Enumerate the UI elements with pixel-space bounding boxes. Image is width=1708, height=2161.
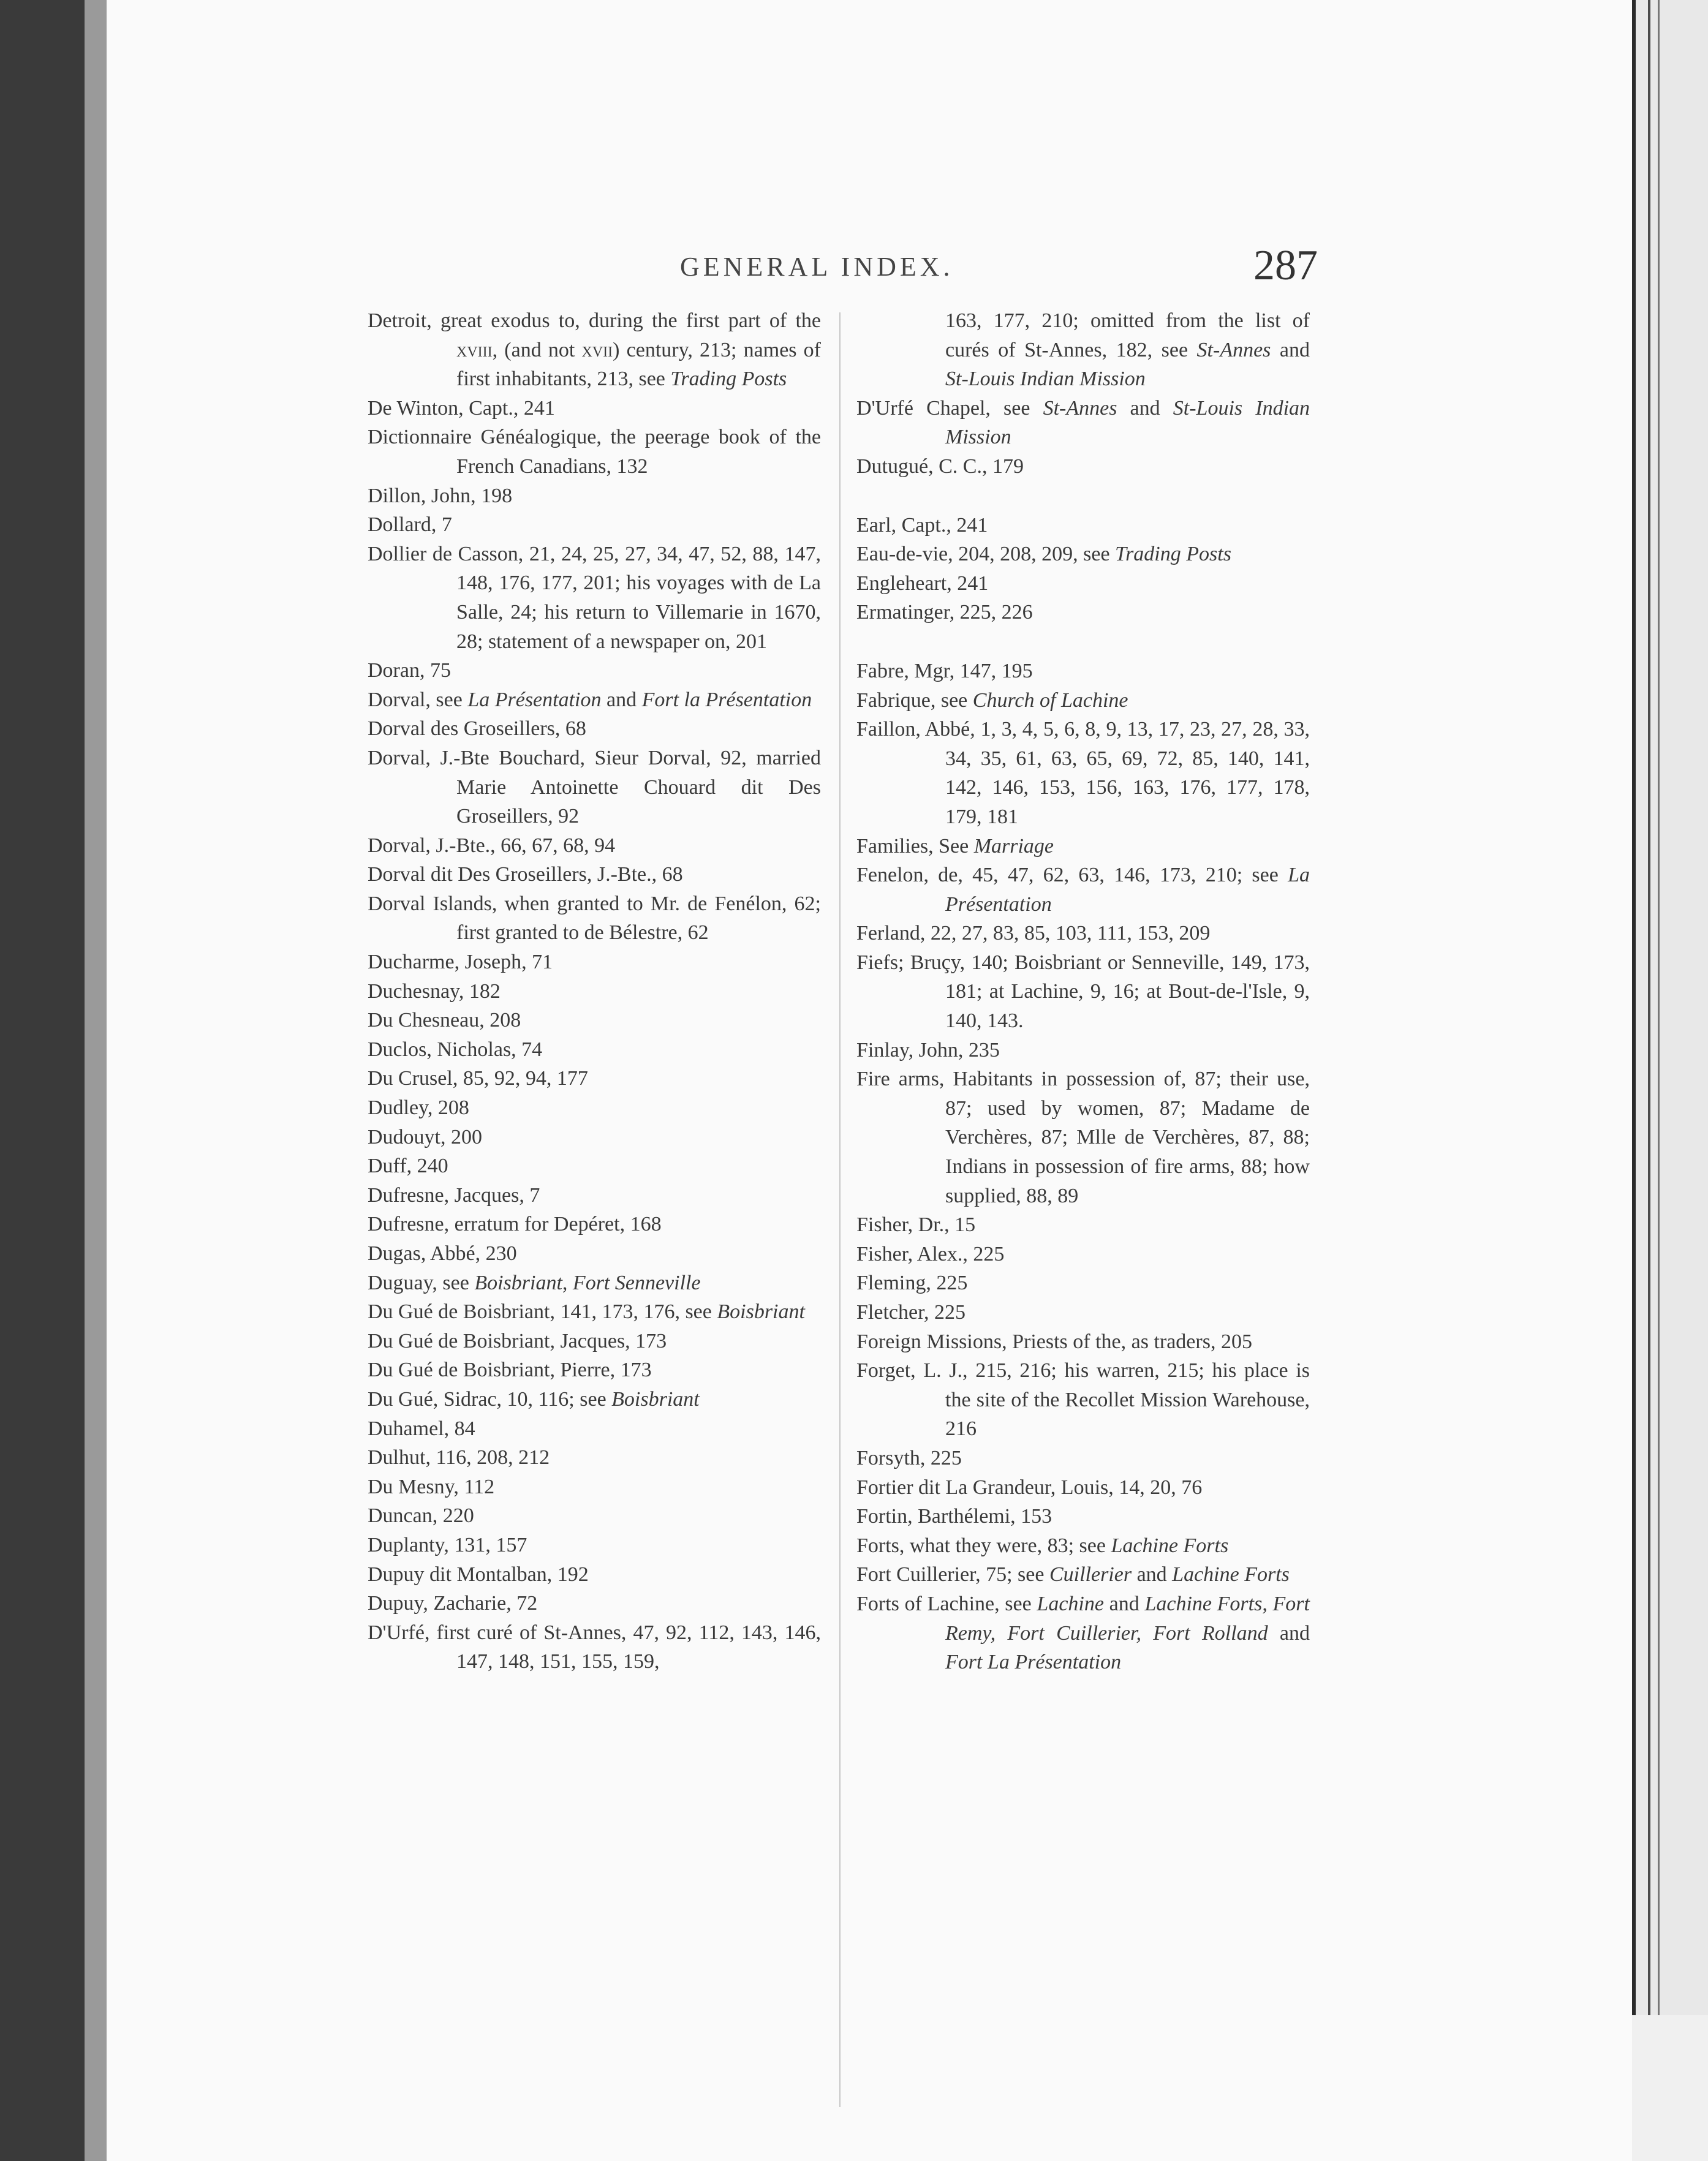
index-entry <box>856 569 1310 598</box>
entry-text: and <box>1132 1563 1173 1586</box>
index-entry <box>368 540 821 656</box>
cross-reference: Church of Lachine <box>972 688 1128 712</box>
entry-text: Detroit, great exodus to, during the first part of the <box>368 309 821 332</box>
index-entry <box>368 1356 821 1385</box>
index-entry <box>368 1501 821 1531</box>
entry-text: Du Chesneau, 208 <box>368 1009 521 1032</box>
index-entry <box>368 1443 821 1473</box>
letter-section-gap <box>856 627 1310 657</box>
index-entry <box>368 1618 821 1676</box>
index-entry <box>368 889 821 948</box>
entry-text: , (and not <box>492 338 582 361</box>
entry-text: Engleheart, 241 <box>856 571 989 595</box>
index-entry <box>856 1210 1310 1240</box>
index-entry <box>368 423 821 481</box>
cross-reference: Boisbriant <box>717 1300 805 1324</box>
cross-reference: Lachine <box>1037 1592 1104 1615</box>
index-entry <box>856 1036 1310 1065</box>
entry-text: Forget, L. J., 215, 216; his warren, 215; his place is the site of the Recollet Mission Warehouse, 216 <box>856 1359 1310 1441</box>
entry-text: Fire arms, Habitants in possession of, 87; their use, 87; used by women, 87; Madame de Verchères, 87; Mlle de Verchères, 87, 88; Indians in possession of fire arms, 88; how supplied, 88, 89 <box>856 1068 1310 1207</box>
index-entry <box>856 1298 1310 1327</box>
index-entry <box>368 831 821 861</box>
cross-reference: Boisbriant, Fort Senneville <box>474 1271 701 1294</box>
index-entry <box>856 1356 1310 1444</box>
entry-text: Fortier dit La Grandeur, Louis, 14, 20, 76 <box>856 1476 1203 1499</box>
entry-text: Fletcher, 225 <box>856 1301 966 1324</box>
index-entry <box>368 1210 821 1239</box>
entry-text: Forts, what they were, 83; see <box>856 1534 1111 1557</box>
entry-text: Dorval dit Des Groseillers, J.-Bte., 68 <box>368 863 683 886</box>
entry-text: Ermatinger, 225, 226 <box>856 601 1033 624</box>
entry-text: Foreign Missions, Priests of the, as traders, 205 <box>856 1330 1252 1353</box>
cross-reference: Fort La Présentation <box>945 1651 1122 1674</box>
index-entry <box>368 1093 821 1123</box>
index-entry <box>368 1414 821 1444</box>
cross-reference: Lachine Forts, Fort Remy, Fort Cuillerier, Fort Rolland <box>945 1592 1310 1645</box>
entry-text: and <box>1103 1592 1145 1615</box>
page-edge-line <box>1658 0 1660 2015</box>
index-entry <box>368 860 821 889</box>
index-entry <box>856 1531 1310 1561</box>
index-entry <box>368 1327 821 1356</box>
index-entry <box>368 1006 821 1035</box>
index-entry <box>368 1560 821 1590</box>
entry-text: Dutugué, C. C., 179 <box>856 454 1024 478</box>
index-entry <box>368 744 821 831</box>
cross-reference: La Présentation <box>467 688 602 711</box>
cross-reference: Boisbriant <box>611 1387 700 1411</box>
index-entry <box>856 657 1310 686</box>
index-entry <box>368 1297 821 1327</box>
running-header: GENERAL INDEX. <box>680 252 954 282</box>
entry-text: Duchesnay, 182 <box>368 979 501 1003</box>
entry-text: Dollard, 7 <box>368 513 452 537</box>
index-entry <box>368 1035 821 1065</box>
entry-text: Fortin, Barthélemi, 153 <box>856 1505 1052 1528</box>
entry-text: Duguay, see <box>368 1271 475 1294</box>
entry-text: and <box>1117 396 1173 420</box>
entry-text: Earl, Capt., 241 <box>856 513 988 537</box>
index-entry <box>856 1444 1310 1473</box>
entry-text: Forsyth, 225 <box>856 1446 962 1469</box>
entry-text: Families, See <box>856 834 974 858</box>
entry-text: Dudouyt, 200 <box>368 1125 482 1148</box>
entry-text: Dorval Islands, when granted to Mr. de Fenélon, 62; first granted to de Bélestre, 62 <box>368 892 821 945</box>
entry-text: Dollier de Casson, 21, 24, 25, 27, 34, 47, 52, 88, 147, 148, 176, 177, 201; his voyages with de La Salle, 24; his return to Villemarie in 1670, 28; statement of a newspaper on, 201 <box>368 542 821 653</box>
entry-text: Du Mesny, 112 <box>368 1475 495 1498</box>
index-entry <box>856 598 1310 627</box>
entry-text: Dillon, John, 198 <box>368 484 513 507</box>
index-entry <box>368 1269 821 1298</box>
entry-text: Fisher, Dr., 15 <box>856 1213 976 1237</box>
entry-text: Du Gué, Sidrac, 10, 116; see <box>368 1387 612 1411</box>
entry-text: Dorval, J.-Bte Bouchard, Sieur Dorval, 92, married Marie Antoinette Chouard dit Des Groseillers, 92 <box>368 746 821 828</box>
entry-text: Du Gué de Boisbriant, 141, 173, 176, see <box>368 1300 717 1324</box>
index-entry <box>856 715 1310 831</box>
entry-text: Fisher, Alex., 225 <box>856 1242 1005 1265</box>
index-entry <box>856 1560 1310 1590</box>
index-entry <box>856 1065 1310 1210</box>
index-entry <box>368 1385 821 1414</box>
entry-text: Dufresne, Jacques, 7 <box>368 1183 540 1207</box>
entry-text: Dupuy, Zacharie, 72 <box>368 1592 538 1615</box>
cross-reference: Trading Posts <box>670 368 787 391</box>
entry-text: Du Gué de Boisbriant, Jacques, 173 <box>368 1329 667 1352</box>
entry-text: Eau-de-vie, 204, 208, 209, see <box>856 543 1116 566</box>
index-entry <box>856 1473 1310 1503</box>
binding-shadow <box>85 0 107 2161</box>
page-edge-line <box>1632 0 1636 2015</box>
index-entry <box>856 1327 1310 1357</box>
index-entry <box>856 919 1310 948</box>
entry-text: xvii <box>581 338 613 361</box>
entry-text: Doran, 75 <box>368 659 451 682</box>
index-entry <box>368 1152 821 1181</box>
entry-text: 163, 177, 210; omitted from the list of curés of St-Annes, 182, see <box>945 309 1310 361</box>
entry-text: Fiefs; Bruçy, 140; Boisbriant or Senneville, 149, 173, 181; at Lachine, 9, 16; at Bout-de-l'Isle, 9, 140, 143. <box>856 951 1310 1033</box>
index-entry <box>368 481 821 511</box>
page-number: 287 <box>1253 242 1318 289</box>
cross-reference: Marriage <box>973 834 1054 858</box>
column-divider <box>839 312 841 2107</box>
entry-text: D'Urfé, first curé of St-Annes, 47, 92, 112, 143, 146, 147, 148, 151, 155, 159, <box>368 1621 821 1673</box>
index-entry <box>368 1531 821 1560</box>
index-entry <box>368 1473 821 1502</box>
entry-text: Finlay, John, 235 <box>856 1038 1000 1062</box>
index-entry <box>368 948 821 977</box>
entry-text: Du Gué de Boisbriant, Pierre, 173 <box>368 1359 652 1382</box>
index-entry <box>368 1181 821 1210</box>
index-entry <box>368 656 821 685</box>
index-entry <box>856 540 1310 569</box>
cross-reference: St-Annes <box>1043 396 1117 420</box>
entry-text: Fenelon, de, 45, 47, 62, 63, 146, 173, 210; see <box>856 864 1288 887</box>
index-entry <box>856 1240 1310 1269</box>
entry-text: Dufresne, erratum for Depéret, 168 <box>368 1213 662 1236</box>
entry-text: Fabrique, see <box>856 688 973 712</box>
entry-text: and <box>601 688 642 711</box>
entry-text: Dulhut, 116, 208, 212 <box>368 1446 550 1469</box>
entry-text: Dorval, J.-Bte., 66, 67, 68, 94 <box>368 834 616 857</box>
index-entry <box>856 394 1310 452</box>
index-entry <box>368 510 821 540</box>
entry-text: Fleming, 225 <box>856 1272 968 1295</box>
entry-text: and <box>1268 1621 1310 1645</box>
cross-reference: Trading Posts <box>1115 543 1231 566</box>
index-entry <box>856 1590 1310 1677</box>
cross-reference: Fort la Présentation <box>641 688 812 711</box>
index-entry <box>368 1064 821 1093</box>
cross-reference: La Présentation <box>945 864 1310 916</box>
index-entry <box>856 832 1310 861</box>
index-column-right <box>856 306 1310 1677</box>
entry-text: xviii <box>456 338 493 361</box>
index-entry <box>856 686 1310 715</box>
entry-text: Dupuy dit Montalban, 192 <box>368 1563 589 1586</box>
entry-text: Ferland, 22, 27, 83, 85, 103, 111, 153, 209 <box>856 922 1211 945</box>
letter-section-gap <box>856 481 1310 511</box>
entry-text: Fort Cuillerier, 75; see <box>856 1563 1049 1586</box>
entry-text: Du Crusel, 85, 92, 94, 177 <box>368 1067 588 1090</box>
cross-reference: Lachine Forts <box>1172 1563 1290 1586</box>
index-entry <box>368 1589 821 1618</box>
entry-text: Duplanty, 131, 157 <box>368 1533 527 1556</box>
cross-reference: St-Louis Indian Mission <box>945 396 1310 449</box>
index-entry <box>856 1502 1310 1531</box>
entry-text: Dugas, Abbé, 230 <box>368 1242 517 1265</box>
index-entry <box>368 685 821 715</box>
entry-text: ) century, 213; names of first inhabitants, 213, see <box>456 338 822 391</box>
entry-text: Ducharme, Joseph, 71 <box>368 951 553 974</box>
entry-text: Faillon, Abbé, 1, 3, 4, 5, 6, 8, 9, 13, 17, 23, 27, 28, 33, 34, 35, 61, 63, 65, 69, 72, 85, 140, 141, 142, 146, 153, 156, 163, 176, 177, 178, 179, 181 <box>856 718 1310 828</box>
index-entry <box>368 394 821 423</box>
entry-text: Dorval, see <box>368 688 468 711</box>
page-corner <box>1632 2015 1708 2161</box>
index-entry <box>856 306 1310 394</box>
entry-text: Dictionnaire Généalogique, the peerage book of the French Canadians, 132 <box>368 426 821 478</box>
index-entry <box>856 452 1310 481</box>
page-edge-line <box>1648 0 1650 2015</box>
entry-text: Fabre, Mgr, 147, 195 <box>856 659 1033 682</box>
entry-text: D'Urfé Chapel, see <box>856 396 1043 420</box>
entry-text: Dorval des Groseillers, 68 <box>368 717 586 741</box>
entry-text: De Winton, Capt., 241 <box>368 396 555 420</box>
index-entry <box>856 1269 1310 1298</box>
cross-reference: Lachine Forts <box>1111 1534 1229 1557</box>
entry-text: Duff, 240 <box>368 1155 448 1178</box>
index-entry <box>368 1123 821 1152</box>
entry-text: Forts of Lachine, see <box>856 1592 1037 1615</box>
entry-text: Duhamel, 84 <box>368 1417 475 1440</box>
index-entry <box>856 948 1310 1036</box>
cross-reference: St-Annes <box>1196 338 1271 361</box>
index-entry <box>368 306 821 394</box>
index-entry <box>856 861 1310 919</box>
index-entry <box>368 1239 821 1269</box>
cross-reference: St-Louis Indian Mission <box>945 368 1146 391</box>
entry-text: and <box>1271 338 1310 361</box>
entry-text: Duncan, 220 <box>368 1504 474 1528</box>
right-page-edge <box>1632 0 1708 2161</box>
cross-reference: Cuillerier <box>1049 1563 1132 1586</box>
entry-text: Duclos, Nicholas, 74 <box>368 1038 543 1061</box>
entry-text: Dudley, 208 <box>368 1096 469 1120</box>
index-column-left <box>368 306 821 1676</box>
index-entry <box>368 977 821 1006</box>
index-entry <box>368 714 821 744</box>
index-entry <box>856 511 1310 540</box>
